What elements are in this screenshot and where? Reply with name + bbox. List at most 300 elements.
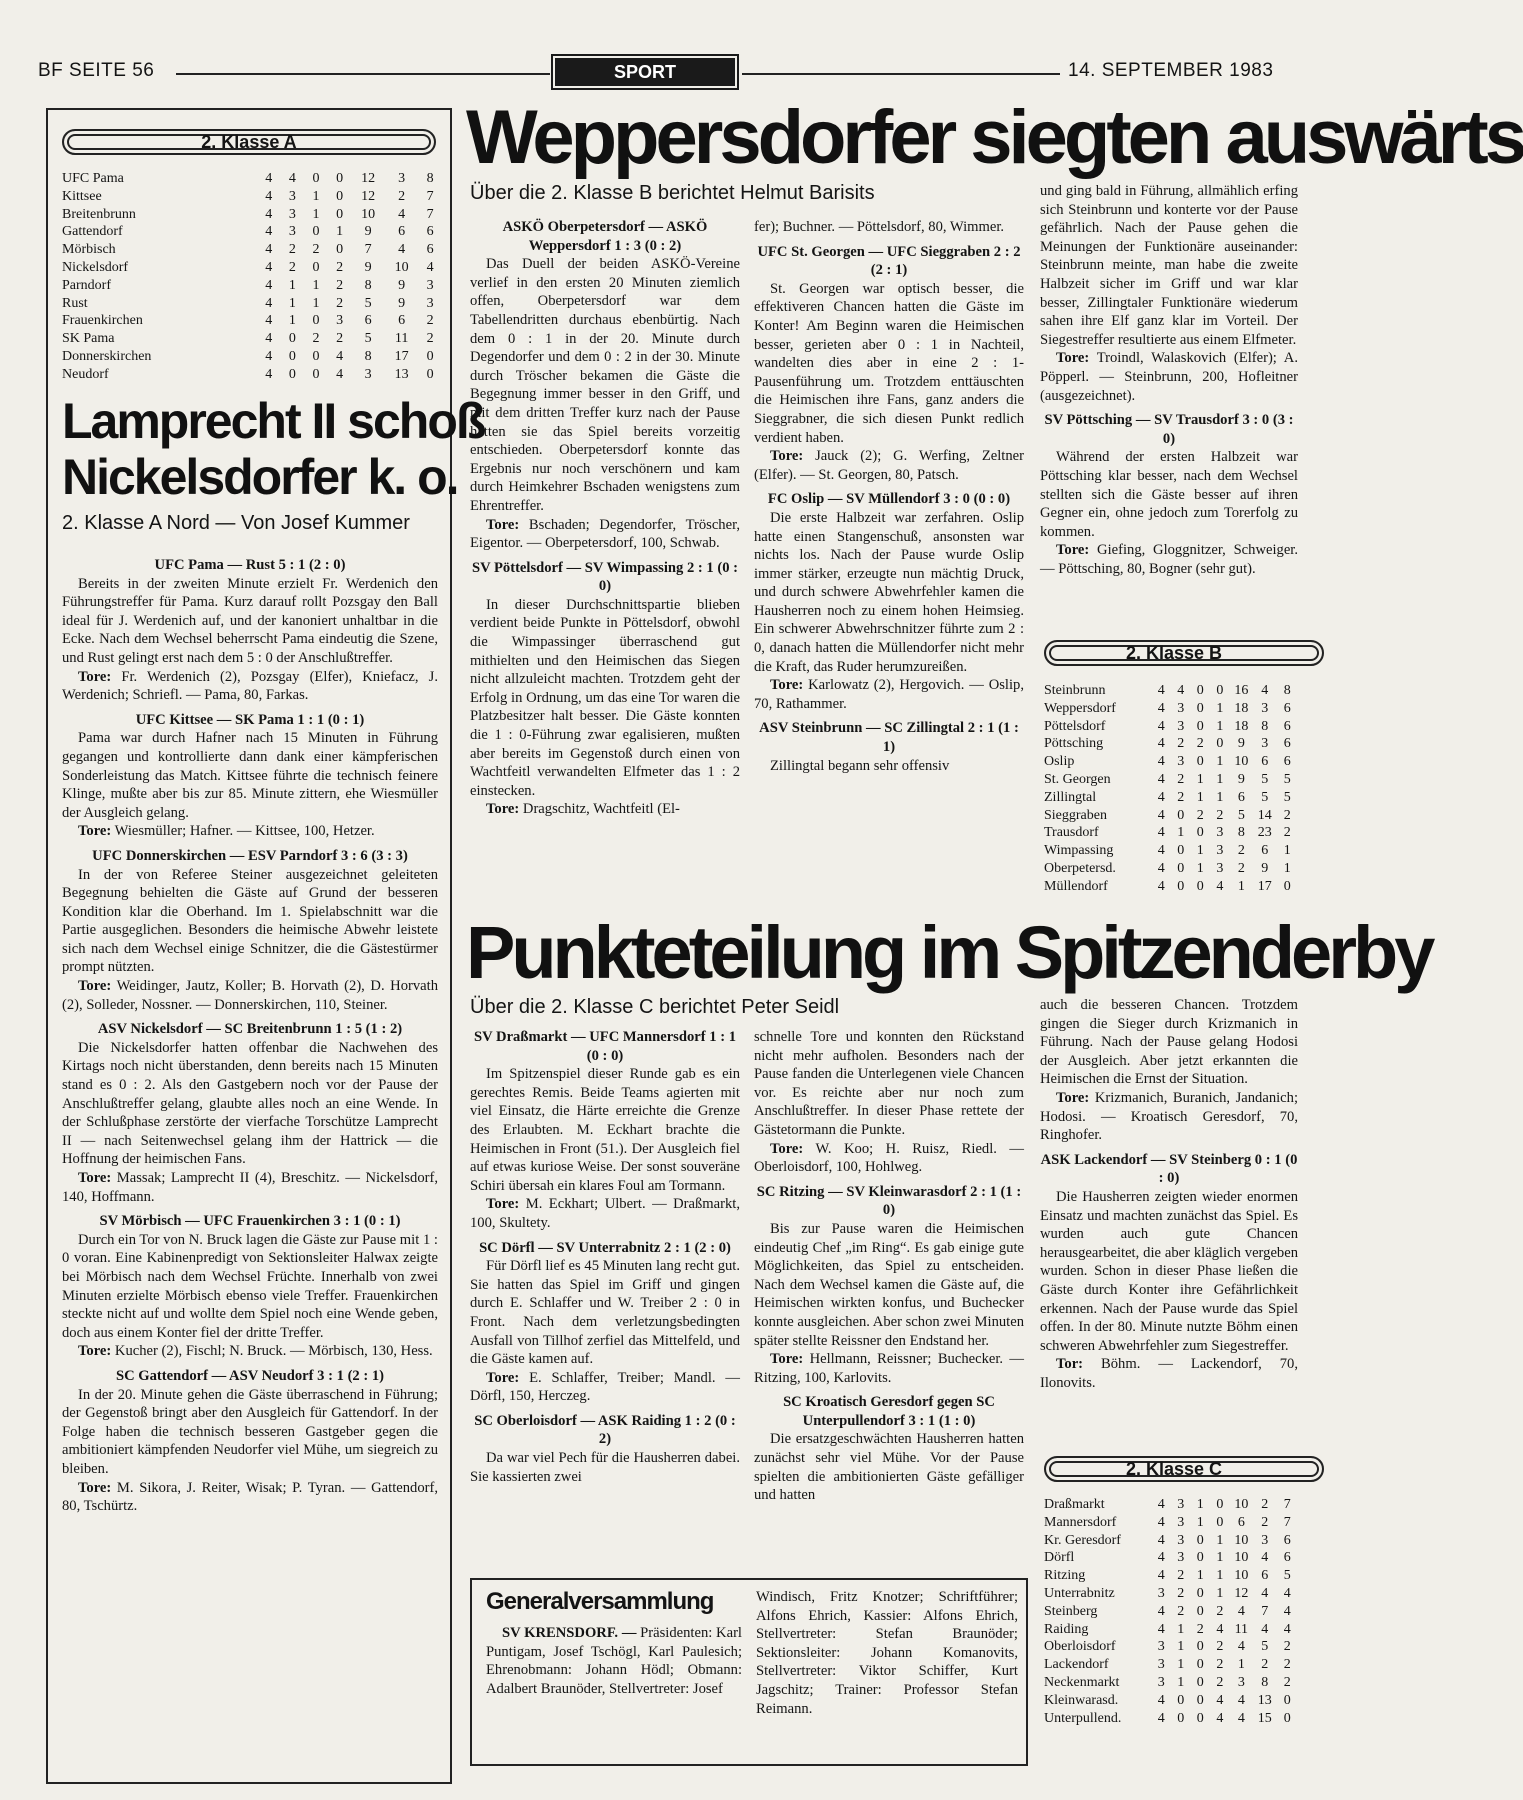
played: 4: [1157, 1550, 1165, 1566]
goal-scorers: [62, 1479, 438, 1516]
standings-table-c: [1044, 1496, 1298, 1727]
played: 4: [1157, 1568, 1165, 1584]
goals-against: 2: [1261, 1657, 1269, 1673]
played: 4: [1157, 878, 1165, 894]
goals-for: 10: [1234, 754, 1249, 770]
drawn: 0: [1196, 1674, 1204, 1690]
goals-for: 2: [1237, 843, 1245, 859]
points: 0: [1283, 878, 1291, 894]
points: 8: [426, 171, 434, 186]
goals-for: 8: [1237, 825, 1245, 841]
standings-row: [1044, 807, 1298, 825]
goals-for: 4: [1237, 1639, 1245, 1655]
standings-row: [1044, 1585, 1298, 1603]
won: 4: [288, 171, 296, 186]
standings-row: [62, 241, 442, 259]
standings-row: [62, 206, 442, 224]
match-report: Während der ersten Halbzeit war Pöttsching klar besser, nach dem Wechsel stellten sich die Gäste besser auf ihren Gegner ein, ohne jedoch zum Torerfolg zu kommen.: [1040, 449, 1298, 540]
drawn: 1: [1196, 789, 1204, 805]
match-report: St. Georgen war optisch besser, die effektiveren Chancen hatten die Gäste im Konter! Am Beginn waren die Heimischen besser, gerieten aber 0 : 1 in Nachteil, wandelten dies aber in eine 2 : 1-Pausenführung um. Trotzdem enttäuschten die Heimischen ihre Fans, ganz anders die Sieggrabner, die sich diesen Punkt redlich verdient haben.: [754, 280, 1024, 446]
drawn: 1: [312, 277, 320, 293]
lost: 4: [1216, 1692, 1224, 1708]
standings-row: [62, 223, 442, 241]
goals-for: 18: [1234, 718, 1249, 734]
drawn: 0: [312, 313, 320, 329]
goal-scorers-label: Tore:: [1056, 350, 1090, 367]
points: 1: [1283, 860, 1291, 876]
generalversammlung-text-1: Präsidenten: Karl Puntigam, Josef Tschögl, Karl Paulesich; Ehrenobmann: Johann Hödl; Obmann: Adalbert Braunöder, Stellvertreter: Josef: [486, 1625, 742, 1697]
points: 8: [1283, 683, 1291, 698]
standings-row: [62, 259, 442, 277]
lost: 3: [1216, 860, 1224, 876]
lost: 2: [336, 295, 344, 311]
won: 1: [1177, 1674, 1185, 1690]
goals-against: 9: [1261, 860, 1269, 876]
issue-date: 14. SEPTEMBER 1983: [1068, 60, 1274, 81]
goals-for: 6: [1237, 789, 1245, 805]
drawn: 1: [1196, 843, 1204, 859]
standings-row: [1044, 1692, 1298, 1710]
team-name: Mannersdorf: [1044, 1514, 1117, 1530]
drawn: 0: [1196, 1532, 1204, 1548]
goal-scorers: [62, 1169, 438, 1206]
played: 4: [1157, 736, 1165, 752]
won: 0: [1177, 843, 1185, 859]
standings-row: [62, 277, 442, 295]
goal-scorers: [62, 1342, 438, 1361]
goal-scorers: [754, 447, 1024, 484]
article-a-body: [62, 556, 438, 1776]
played: 4: [265, 242, 273, 258]
team-name: Gattendorf: [62, 224, 123, 240]
lost: 0: [1216, 1497, 1224, 1512]
goal-scorers: [754, 1140, 1024, 1177]
team-name: Steinbrunn: [1044, 683, 1106, 698]
goal-scorers: [754, 1350, 1024, 1387]
team-name: Unterpullend.: [1044, 1710, 1122, 1726]
standings-row: [1044, 1603, 1298, 1621]
played: 4: [265, 224, 273, 240]
goal-scorers: [1040, 1355, 1298, 1392]
played: 4: [265, 277, 273, 293]
goals-for: 12: [361, 188, 376, 204]
match-title: SV Pöttelsdorf — SV Wimpassing 2 : 1 (0 : 0): [471, 559, 739, 595]
goal-scorers: [470, 1369, 740, 1406]
drawn: 0: [1196, 1657, 1204, 1673]
team-name: Rust: [62, 295, 88, 311]
lost: 0: [336, 188, 344, 204]
points: 6: [1283, 718, 1291, 734]
points: 0: [1283, 1692, 1291, 1708]
goals-for: 9: [1237, 771, 1245, 787]
article-c-column-2: [754, 1028, 1024, 1564]
team-name: Kittsee: [62, 188, 102, 204]
points: 5: [1283, 1568, 1291, 1584]
drawn: 0: [312, 224, 320, 240]
won: 2: [1177, 1585, 1185, 1601]
goal-scorers-label: Tore:: [486, 516, 520, 533]
match-title: UFC Donnerskirchen — ESV Parndorf 3 : 6 (3 : 3): [92, 847, 408, 864]
goal-scorers-text: E. Schlaffer, Treiber; Mandl. — Dörfl, 150, Herczeg.: [470, 1369, 740, 1405]
goal-scorers-text: Jauck (2); G. Werfing, Zeltner (Elfer). — St. Georgen, 80, Patsch.: [754, 448, 1024, 483]
points: 0: [426, 348, 434, 364]
team-name: Mörbisch: [62, 242, 116, 258]
lost: 0: [336, 206, 344, 222]
points: 7: [1283, 1497, 1291, 1512]
points: 6: [426, 242, 434, 258]
points: 6: [426, 224, 434, 240]
goals-for: 18: [1234, 700, 1249, 716]
goals-for: 6: [1237, 1514, 1245, 1530]
standings-row: [1044, 1638, 1298, 1656]
goals-against: 17: [1257, 878, 1272, 894]
team-name: Neckenmarkt: [1044, 1674, 1120, 1690]
goal-scorers: [470, 800, 740, 819]
goal-scorers-text: Wiesmüller; Hafner. — Kittsee, 100, Hetzer.: [114, 823, 375, 840]
match-report: Bis zur Pause waren die Heimischen eindeutig Chef „im Ring“. Es gab einige gute Möglichkeiten, das Spiel zu entscheiden. Nach dem Wechsel kamen die Gäste auf, die Heimischen wirkten konfus, und Buchecker konnte ausgleichen. Aber schon zwei Minuten später stellte Reissner den Endstand her.: [754, 1220, 1024, 1349]
drawn: 2: [1196, 807, 1204, 823]
drawn: 1: [1196, 1568, 1204, 1584]
team-name: Unterrabnitz: [1044, 1585, 1115, 1601]
headline-a-line1: Lamprecht II schoß: [62, 393, 485, 449]
match-title: SV Draßmarkt — UFC Mannersdorf 1 : 1 (0 : 0): [474, 1029, 736, 1064]
played: 4: [265, 366, 273, 382]
lost: 0: [1216, 736, 1224, 752]
match-title: ASV Nickelsdorf — SC Breitenbrunn 1 : 5 (1 : 2): [97, 1021, 403, 1038]
goals-for: 3: [1237, 1674, 1245, 1690]
goal-scorers-label: Tore:: [78, 668, 112, 685]
drawn: 0: [1196, 1639, 1204, 1655]
goals-for: 8: [364, 277, 372, 293]
lost: 3: [1216, 843, 1224, 859]
drawn: 0: [1196, 1692, 1204, 1708]
played: 4: [1157, 1710, 1165, 1726]
standings-table-b: [1044, 682, 1298, 896]
match-title: SC Ritzing — SV Kleinwarasdorf 2 : 1 (1 : 0): [756, 1183, 1022, 1219]
goals-against: 8: [1261, 1674, 1269, 1690]
article-a-box: [46, 108, 485, 1784]
team-name: Oberpetersd.: [1044, 860, 1116, 876]
team-name: UFC Pama: [62, 171, 124, 186]
goal-scorers-label: Tore:: [770, 448, 804, 465]
goal-scorers-text: Fr. Werdenich (2), Pozsgay (Elfer), Kniefacz, J. Werdenich; Schriefl. — Pama, 80, Farkas.: [62, 668, 438, 704]
match-title: ASK Lackendorf — SV Steinberg 0 : 1 (0 : 0): [1040, 1151, 1298, 1187]
won: 0: [288, 348, 296, 364]
goals-against: 6: [1261, 1568, 1269, 1584]
goals-against: 3: [398, 171, 406, 186]
lost: 1: [1216, 1568, 1224, 1584]
won: 3: [1177, 700, 1185, 716]
team-name: Frauenkirchen: [62, 313, 143, 329]
won: 3: [288, 188, 296, 204]
points: 6: [1283, 700, 1291, 716]
generalversammlung-column-1: [486, 1624, 742, 1698]
article-c-column-3: [1040, 996, 1298, 1446]
table-a-title: 2. Klasse A: [62, 129, 436, 155]
goal-scorers-label: Tore:: [770, 677, 804, 694]
goal-scorers-label: Tore:: [78, 1343, 112, 1360]
points: 6: [1283, 736, 1291, 752]
match-title: ASKÖ Oberpetersdorf — ASKÖ Weppersdorf 1 : 3 (0 : 2): [502, 219, 708, 254]
won: 2: [288, 242, 296, 258]
generalversammlung-box: [470, 1578, 1028, 1766]
goal-scorers-text: Weidinger, Jautz, Koller; B. Horvath (2), D. Horvath (2), Solleder, Nossner. — Donnerskirchen, 110, Steiner.: [62, 978, 438, 1013]
team-name: Oberloisdorf: [1044, 1639, 1116, 1655]
standings-row: [1044, 1567, 1298, 1585]
points: 1: [1283, 843, 1291, 859]
article-c-column-1: [470, 1028, 740, 1564]
played: 4: [1157, 700, 1165, 716]
played: 4: [265, 259, 273, 275]
generalversammlung-lead: SV KRENSDORF. —: [502, 1625, 637, 1641]
standings-row: [1044, 1496, 1298, 1514]
goals-for: 11: [1234, 1621, 1249, 1637]
goal-scorers-label: Tore:: [78, 978, 112, 995]
team-name: Sieggraben: [1044, 807, 1107, 823]
goals-against: 2: [398, 188, 406, 204]
goals-for: 4: [1237, 1710, 1245, 1726]
goal-scorers-text: Massak; Lamprecht II (4), Breschitz. — Nickelsdorf, 140, Hoffmann.: [62, 1170, 438, 1205]
team-name: Müllendorf: [1044, 878, 1108, 894]
team-name: Nickelsdorf: [62, 259, 129, 275]
points: 2: [426, 313, 434, 329]
drawn: 0: [1196, 878, 1204, 894]
match-report: Die erste Halbzeit war zerfahren. Oslip hatte einen Stangenschuß, ansonsten war nichts los. Nach der Pause wurde Oslip immer stärker, erzeugte nun mächtig Druck, und durch schwere Abwehrfehler kamen die Hausherren noch zu einem hohen Heimsieg. Ein schwerer Abwehrschnitzer führte zum 2 : 0, danach hatten die Müllendorfer nicht mehr die Kraft, das Ruder herumzureißen.: [754, 509, 1024, 675]
standings-row: [62, 330, 442, 348]
lost: 2: [1216, 1674, 1224, 1690]
lost: 2: [336, 259, 344, 275]
won: 3: [1177, 718, 1185, 734]
team-name: Pöttsching: [1044, 736, 1104, 752]
lost: 2: [1216, 1603, 1224, 1619]
won: 2: [1177, 789, 1185, 805]
goals-for: 9: [1237, 736, 1245, 752]
goal-scorers-label: Tore:: [78, 1170, 112, 1186]
goals-against: 9: [398, 277, 406, 293]
standings-row: [1044, 753, 1298, 771]
goals-against: 3: [1261, 700, 1269, 716]
team-name: Ritzing: [1044, 1568, 1086, 1584]
goals-for: 10: [1234, 1568, 1249, 1584]
goals-against: 13: [1257, 1692, 1272, 1708]
drawn: 0: [1196, 1550, 1204, 1566]
goals-for: 8: [364, 348, 372, 364]
drawn: 0: [312, 348, 320, 364]
standings-row: [1044, 878, 1298, 896]
won: 0: [288, 331, 296, 347]
match-title: SV Pöttsching — SV Trausdorf 3 : 0 (3 : 0): [1044, 412, 1294, 447]
points: 6: [1283, 1532, 1291, 1548]
lost: 1: [1216, 1550, 1224, 1566]
goal-scorers-label: Tore:: [770, 1140, 804, 1157]
team-name: Oslip: [1044, 754, 1075, 770]
goal-scorers: [470, 1195, 740, 1232]
points: 4: [1283, 1603, 1291, 1619]
goals-against: 6: [1261, 754, 1269, 770]
goals-against: 5: [1261, 771, 1269, 787]
goals-against: 6: [398, 313, 406, 329]
goals-for: 10: [1234, 1532, 1249, 1548]
lost: 1: [1216, 789, 1224, 805]
team-name: Breitenbrunn: [62, 206, 136, 222]
team-name: Parndorf: [62, 277, 111, 293]
lost: 3: [1216, 825, 1224, 841]
team-name: Kr. Geresdorf: [1044, 1532, 1121, 1548]
team-name: Dörfl: [1044, 1550, 1075, 1566]
standings-row: [1044, 1514, 1298, 1532]
standings-row: [1044, 860, 1298, 878]
won: 3: [1177, 1532, 1185, 1548]
played: 4: [1157, 825, 1165, 841]
drawn: 1: [312, 295, 320, 311]
points: 0: [1283, 1710, 1291, 1726]
match-title: SC Dörfl — SV Unterrabnitz 2 : 1 (2 : 0): [479, 1239, 731, 1256]
match-report: und ging bald in Führung, allmählich erfing sich Steinbrunn und konterte vor der Pause gefährlich. Nach der Pause gehen die Meinungen der Funktionäre auseinander: Steinbrunn meinte, man habe die zweite Halbzeit sicher im Griff und war klar besser, Zillingtaler Funktionäre wiederum sahen ihre Elf ganz klar im Vorteil. Der Siegestreffer resultierte aus einem Elfmeter.: [1040, 183, 1298, 348]
standings-row: [1044, 1656, 1298, 1674]
lost: 0: [336, 242, 344, 258]
played: 4: [1157, 843, 1165, 859]
drawn: 1: [1196, 860, 1204, 876]
generalversammlung-title: Generalversammlung: [486, 1588, 714, 1615]
goals-against: 3: [1261, 1532, 1269, 1548]
team-name: Steinberg: [1044, 1603, 1098, 1619]
lost: 1: [336, 224, 344, 240]
played: 4: [1157, 860, 1165, 876]
goals-for: 12: [1234, 1585, 1249, 1601]
drawn: 0: [312, 171, 320, 186]
played: 4: [1157, 718, 1165, 734]
goals-against: 10: [394, 259, 409, 275]
drawn: 2: [312, 242, 320, 258]
drawn: 0: [1196, 700, 1204, 716]
goals-for: 1: [1237, 878, 1245, 894]
goals-against: 14: [1257, 807, 1272, 823]
points: 3: [426, 295, 434, 311]
played: 4: [265, 313, 273, 329]
match-title: UFC Kittsee — SK Pama 1 : 1 (0 : 1): [135, 711, 365, 728]
played: 4: [265, 295, 273, 311]
goal-scorers-text: Giefing, Gloggnitzer, Schweiger. — Pöttsching, 80, Bogner (sehr gut).: [1040, 542, 1299, 577]
goals-for: 1: [1237, 1657, 1245, 1673]
drawn: 0: [1196, 825, 1204, 841]
goal-scorers: [754, 676, 1024, 713]
goals-against: 2: [1261, 1497, 1269, 1512]
lost: 3: [336, 313, 344, 329]
team-name: Raiding: [1044, 1621, 1089, 1637]
played: 4: [1157, 1514, 1165, 1530]
match-report: Die ersatzgeschwächten Hausherren hatten zunächst sehr viel Mühe. Vor der Pause spielten die ambitionierten Gäste gefälliger und hatten: [754, 1431, 1024, 1504]
standings-row: [62, 366, 442, 384]
goals-against: 17: [394, 348, 409, 364]
goals-against: 4: [1261, 1550, 1269, 1566]
article-b-column-2: [754, 218, 1024, 898]
won: 2: [1177, 1568, 1185, 1584]
goals-for: 10: [361, 206, 376, 222]
standings-row: [1044, 771, 1298, 789]
won: 1: [1177, 1639, 1185, 1655]
generalversammlung-column-2: [756, 1588, 1018, 1718]
won: 0: [1177, 878, 1185, 894]
goals-against: 4: [1261, 1621, 1269, 1637]
played: 3: [1157, 1585, 1165, 1601]
drawn: 2: [1196, 1621, 1204, 1637]
played: 3: [1157, 1657, 1165, 1673]
match-report: auch die besseren Chancen. Trotzdem gingen die Sieger durch Krizmanich in Führung. Nach der Pause gelang Hodosi der Ausgleich. Aber jetzt erkannten die Heimischen die Ernst der Situation.: [1040, 997, 1298, 1088]
headline-c: Punkteteilung im Spitzenderby: [466, 911, 1432, 994]
goal-scorers-label: Tore:: [1056, 542, 1090, 559]
drawn: 0: [312, 366, 320, 382]
played: 4: [1157, 1621, 1165, 1637]
standings-row: [1044, 824, 1298, 842]
lost: 1: [1216, 718, 1224, 734]
goals-for: 2: [1237, 860, 1245, 876]
played: 4: [265, 171, 273, 186]
headline-b: Weppersdorfer siegten auswärts: [466, 95, 1523, 180]
article-b-column-1: [470, 218, 740, 898]
goal-scorers-label: Tore:: [486, 1369, 520, 1386]
byline-a: 2. Klasse A Nord — Von Josef Kummer: [62, 512, 410, 534]
goal-scorers-text: Krizmanich, Buranich, Jandanich; Hodosi. — Kroatisch Geresdorf, 70, Ringhofer.: [1040, 1089, 1298, 1144]
header-rule-right: [742, 73, 1060, 75]
goal-scorers-text: Böhm. — Lackendorf, 70, Ilonovits.: [1040, 1356, 1298, 1391]
match-report: Im Spitzenspiel dieser Runde gab es ein gerechtes Remis. Beide Teams agierten mit viel Einsatz, die Härte erreichte die Grenze des Erlaubten. M. Eckhart brachte die Heimischen in Front (51.). Der Ausgleich fiel auf etwas kuriose Weise. Der sonst souveräne Schiri übersah ein klares Foul am Tormann.: [470, 1066, 740, 1194]
goal-scorers: [62, 977, 438, 1014]
drawn: 1: [1196, 1514, 1204, 1530]
lost: 4: [1216, 878, 1224, 894]
match-report: schnelle Tore und konnten den Rückstand nicht mehr aufholen. Besonders nach der Pause fanden die Unterlegenen viele Chancen vor. Es reichte aber nur noch zum Anschlußtreffer. In dieser Phase rettete der Gästetormann die Punkte.: [754, 1029, 1024, 1138]
played: 3: [1157, 1674, 1165, 1690]
match-title: SC Oberloisdorf — ASK Raiding 1 : 2 (0 : 2): [474, 1412, 736, 1448]
goals-against: 6: [398, 224, 406, 240]
match-title: FC Oslip — SV Müllendorf 3 : 0 (0 : 0): [767, 491, 1011, 508]
won: 0: [1177, 1692, 1185, 1708]
goal-scorers-text: Kucher (2), Fischl; N. Bruck. — Mörbisch, 130, Hess.: [114, 1343, 433, 1360]
won: 3: [288, 224, 296, 240]
goals-against: 7: [1261, 1603, 1269, 1619]
drawn: 1: [312, 188, 320, 204]
drawn: 0: [1196, 754, 1204, 770]
match-report: Das Duell der beiden ASKÖ-Vereine verlief in den ersten 20 Minuten ziemlich offen, Oberpetersdorf war dem Tabellendritten durchaus ebenbürtig. Nach dem 0 : 1 in der 20. Minute durch Degendorfer und dem 0 : 2 in der 30. Minute durch Tröscher bekamen die Gäste die Begegnung immer besser in den Griff, und mit dem dritten Treffer kurz nach der Pause hatten sie das Spiel bereits vorzeitig entschieden. Oberpetersdorf konnte das Ergebnis nur noch verschönern und kam durch Heimkehrer Bschaden wenigstens zum Ehrentreffer.: [470, 256, 740, 514]
won: 3: [1177, 1550, 1185, 1566]
goal-scorers-label: Tore:: [486, 801, 520, 818]
team-name: Pöttelsdorf: [1044, 718, 1106, 734]
match-title: UFC St. Georgen — UFC Sieggraben 2 : 2 (2 : 1): [757, 243, 1021, 279]
match-report: In dieser Durchschnittspartie blieben verdient beide Punkte in Pöttelsdorf, obwohl die Wimpassinger überraschend gut mithielten und den Heimischen das Siegen nicht allzuleicht machten. Trotzdem geht der Erfolg in Ordnung, um das eine Tor waren die Platzbesitzer halt besser. Die Gäste konnten die 1 : 0-Führung zwar egalisieren, mußten aber bereits im Gegenstoß durch einen von Wachtfeitl verwandelten Elfmeter das 1 : 2 einstecken.: [470, 596, 740, 799]
match-report: In der 20. Minute gehen die Gäste überraschend in Führung; der Gegenstoß bringt aber den Ausgleich für Gattendorf. In der Folge haben die technisch besseren Gastgeber gegen die ambitioniert kämpfenden Neudorfer viel Mühe, um siegreich zu bleiben.: [62, 1386, 438, 1477]
played: 4: [265, 206, 273, 222]
byline-b: Über die 2. Klasse B berichtet Helmut Barisits: [470, 182, 875, 204]
match-title: UFC Pama — Rust 5 : 1 (2 : 0): [154, 557, 346, 573]
won: 4: [1177, 683, 1185, 698]
goals-for: 9: [364, 224, 372, 240]
standings-row: [62, 188, 442, 206]
lost: 2: [336, 331, 344, 347]
match-report: fer); Buchner. — Pöttelsdorf, 80, Wimmer.: [754, 219, 1005, 235]
won: 1: [1177, 1621, 1185, 1637]
goals-against: 4: [1261, 1585, 1269, 1601]
match-report: Für Dörfl lief es 45 Minuten lang recht gut. Sie hatten das Spiel im Griff und gingen durch E. Schlaffer und W. Treiber 2 : 0 in Front. Nach dem verletzungsbedingten Ausfall von Tillhof zerfiel das Mittelfeld, und die Gäste kamen auf.: [470, 1258, 740, 1368]
drawn: 0: [1196, 683, 1204, 698]
goal-scorers: [62, 822, 438, 841]
played: 4: [1157, 1692, 1165, 1708]
standings-row: [1044, 842, 1298, 860]
won: 3: [1177, 1497, 1185, 1512]
won: 2: [1177, 1603, 1185, 1619]
lost: 2: [1216, 1639, 1224, 1655]
standings-row: [62, 295, 442, 313]
played: 4: [1157, 789, 1165, 805]
goal-scorers: [62, 668, 438, 705]
